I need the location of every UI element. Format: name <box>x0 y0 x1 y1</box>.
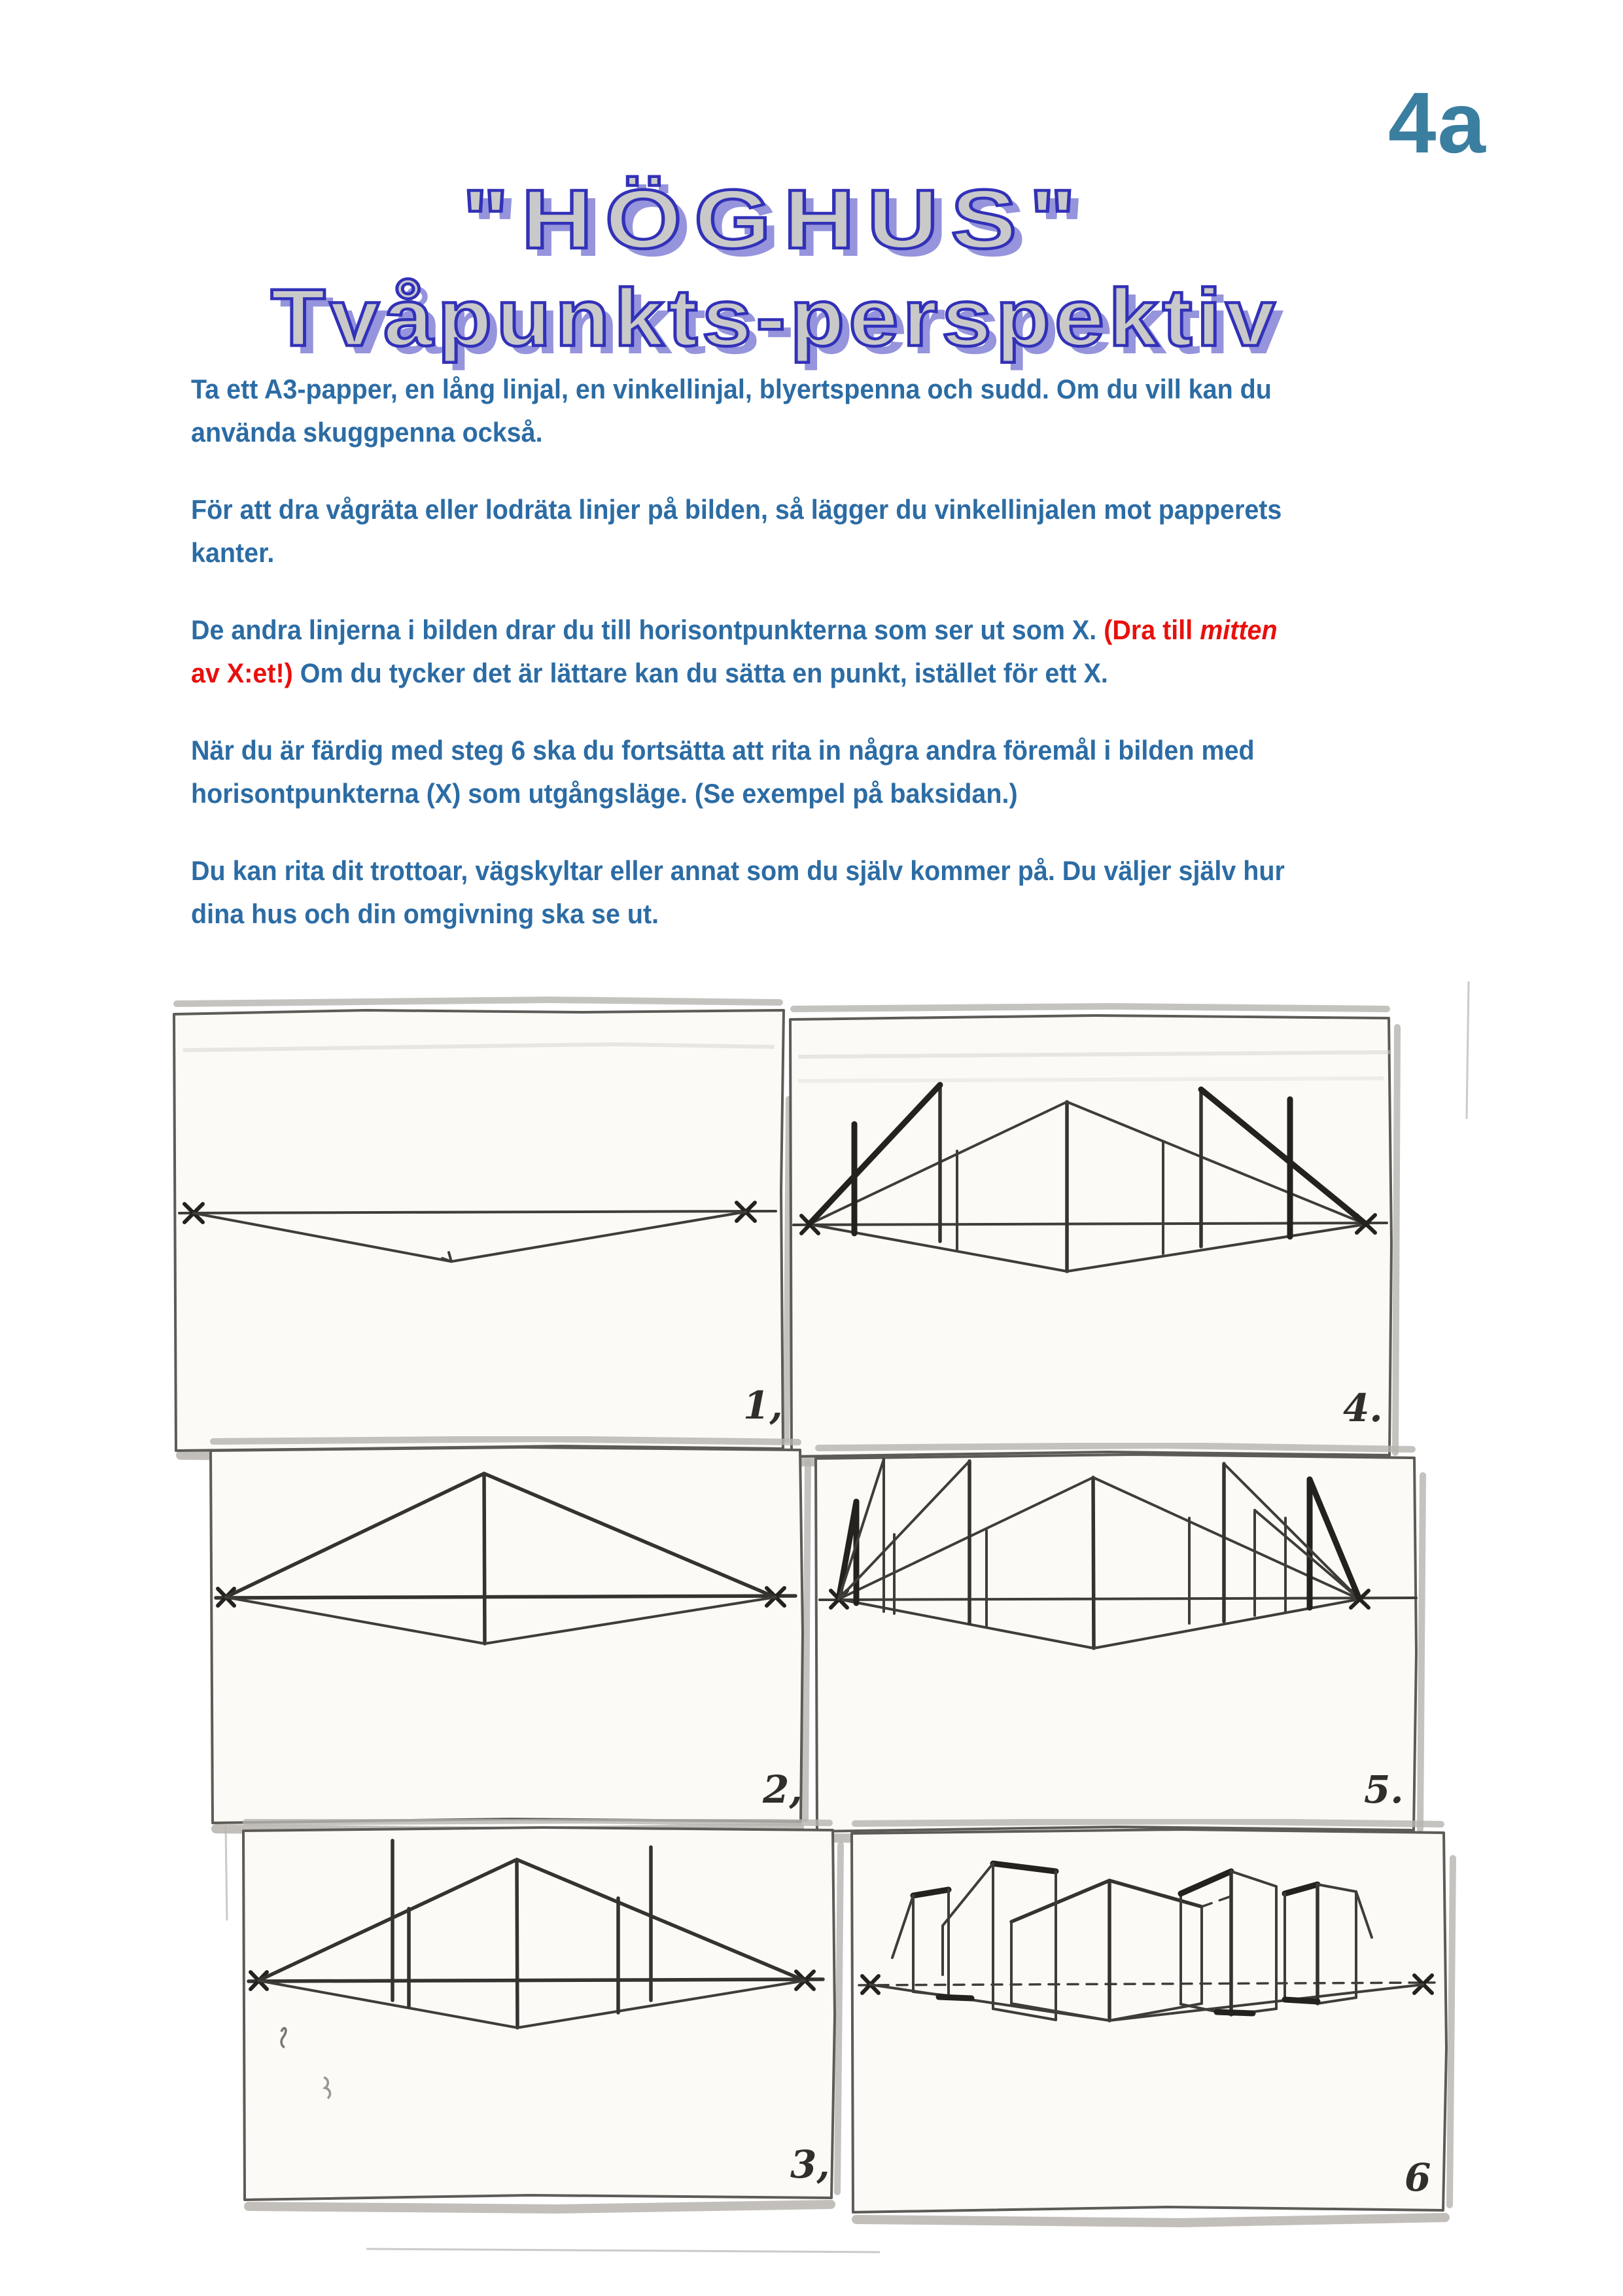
paragraph-1 <box>191 368 1513 454</box>
sheet-border <box>852 1829 1446 2212</box>
horizon-line <box>249 1979 823 1981</box>
paragraph-3 <box>191 609 1513 695</box>
pencil-smudge <box>177 1000 780 1004</box>
paragraph-1-line-1: Ta ett A3-papper, en lång linjal, en vinkellinjal, blyertspenna och sudd. Om du vill kan du <box>191 374 1272 404</box>
sketch-panel-2 <box>196 1436 818 1839</box>
paragraph-4-line-1: När du är färdig med steg 6 ska du fortsätta att rita in några andra föremål i bilden med <box>191 735 1255 766</box>
paragraph-5-line-2: dina hus och din omgivning ska se ut. <box>191 898 659 929</box>
step-label-1: 1, <box>743 1383 783 1428</box>
step-label-2: 2, <box>763 1767 803 1812</box>
pencil-smudge <box>246 1820 829 1823</box>
step-label-6: 6 <box>1405 2155 1431 2200</box>
pencil-smudge <box>249 2204 831 2209</box>
paragraph-5 <box>191 849 1513 936</box>
pencil-smudge <box>794 1006 1387 1009</box>
sketch-panel-6 <box>841 1819 1505 2284</box>
sheet-edge-artifact <box>366 2249 880 2252</box>
sheet-border <box>243 1828 835 2200</box>
paragraph-2-line-2: kanter. <box>191 537 275 568</box>
step-label-4: 4. <box>1343 1386 1383 1430</box>
paragraph-2 <box>191 488 1513 574</box>
pencil-smudge <box>1420 1475 1423 1829</box>
scan-band <box>798 1078 1384 1081</box>
step-label-5: 5. <box>1364 1767 1404 1812</box>
pencil-smudge <box>1450 1858 1453 2205</box>
paragraph-1-line-2: använda skuggpenna också. <box>191 417 543 448</box>
instructions <box>191 368 1513 970</box>
page-label: 4a <box>1388 75 1487 171</box>
pencil-smudge <box>856 2217 1445 2223</box>
paragraph-5-line-1: Du kan rita dit trottoar, vägskyltar eller annat som du själv kommer på. Du väljer själv hur <box>191 855 1285 886</box>
red-note-start: (Dra till <box>1104 614 1200 645</box>
sketch-panel-5 <box>808 1443 1439 1848</box>
sheet-border <box>174 1010 784 1451</box>
pencil-smudge <box>818 1445 1412 1449</box>
sketch-panel-4 <box>782 981 1413 1469</box>
paragraph-3-blue-text: De andra linjerna i bilden drar du till horisontpunkterna som ser ut som X. <box>191 614 1104 645</box>
page-title <box>0 173 1550 363</box>
red-note-italic: mitten <box>1200 614 1278 645</box>
horizon-line <box>216 1596 795 1598</box>
paragraph-3-blue-text-2: Om du tycker det är lättare kan du sätta en punkt, istället för ett X. <box>300 658 1108 688</box>
sheet-border <box>211 1447 803 1823</box>
title-line-1: "HÖGHUS" <box>462 173 1089 266</box>
paragraph-2-line-1: För att dra vågräta eller lodräta linjer på bilden, så lägger du vinkellinjalen mot papperets <box>191 494 1282 525</box>
pencil-smudge <box>855 1821 1441 1824</box>
title-line-2: Tvåpunkts-perspektiv <box>271 273 1280 363</box>
sketch-panel-1 <box>157 981 798 1462</box>
step-label-3: 3, <box>790 2142 830 2187</box>
pencil-smudge <box>1395 1027 1397 1453</box>
paragraph-4-line-2: horisontpunkterna (X) som utgångsläge. (Se exempel på baksidan.) <box>191 778 1018 809</box>
pencil-smudge <box>213 1439 798 1442</box>
sheet-edge-artifact <box>1467 981 1469 1119</box>
red-note-end: av X:et!) <box>191 658 300 688</box>
sketch-panel-3 <box>216 1819 854 2218</box>
paragraph-4 <box>191 729 1513 815</box>
